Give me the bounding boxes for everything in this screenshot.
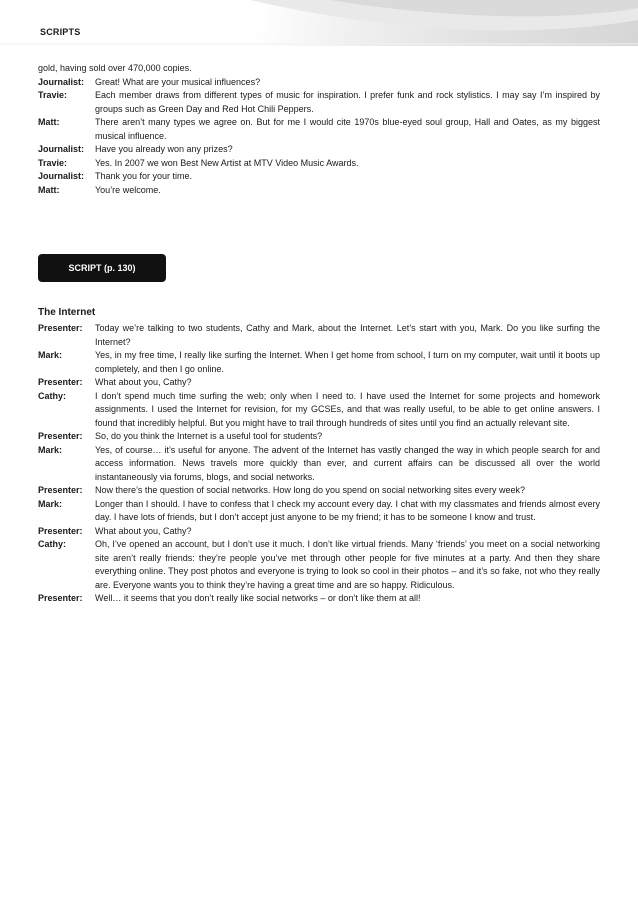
speaker-name: Journalist: [38, 144, 85, 154]
utterance-text: There aren’t many types we agree on. But for me I would cite 1970s blue-eyed soul group, Hall and Oates, as my biggest musical influence. [95, 117, 600, 141]
speaker-name: Mark: [38, 350, 63, 360]
dialogue-line [38, 538, 600, 592]
speaker-name: Travie: [38, 90, 68, 100]
dialogue-line [38, 525, 600, 539]
speaker-name: Matt: [38, 184, 60, 195]
utterance-text: Each member draws from different types of music for inspiration. I prefer funk and rock stylistics. I may say I’m inspired by groups such as Green Day and Red Hot Chili Peppers. [95, 90, 600, 114]
utterance-text: Thank you for your time. [95, 171, 193, 181]
utterance-text: Yes, of course… it’s useful for anyone. The advent of the Internet has vastly changed the way in which people search for and access information. News travels more quickly than ever, and current affairs can be discussed all over the world instantaneously via forums, blogs, and social networks. [95, 444, 600, 482]
header-swoosh-decoration [0, 0, 638, 46]
utterance-text: What about you, Cathy? [95, 525, 192, 536]
speaker-name: Presenter: [38, 431, 83, 441]
dialogue-line [38, 498, 600, 525]
utterance-text: Have you already won any prizes? [95, 144, 233, 154]
utterance-text: Yes, in my free time, I really like surfing the Internet. When I get home from school, I turn on my computer, wait until it boots up completely, and then I go online. [95, 350, 600, 374]
dialogue-line [38, 349, 600, 376]
speaker-name: Presenter: [38, 377, 83, 387]
script-page-button[interactable] [38, 254, 166, 282]
dialogue-line [38, 376, 600, 390]
dialogue-line [38, 143, 600, 157]
section-title: The Internet [38, 307, 96, 318]
dialogue-line [38, 184, 600, 198]
dialogue-internet [38, 322, 600, 606]
speaker-name: Mark: [38, 498, 63, 509]
speaker-name: Mark: [38, 444, 63, 455]
utterance-text: So, do you think the Internet is a useful tool for students? [95, 431, 323, 441]
speaker-name: Travie: [38, 157, 68, 168]
dialogue-line [38, 76, 600, 90]
speaker-name: Journalist: [38, 171, 85, 181]
utterance-text: Great! What are your musical influences? [95, 76, 261, 87]
utterance-text: I don’t spend much time surfing the web; only when I need to. I have used the Internet for some projects and homework assignments. I used the Internet for revision, for my GCSEs, and that was really useful, to be able to get online answers. I found that incredibly helpful. But you might have to trail through hundreds of sites until you find an actually relevant site. [95, 390, 600, 428]
dialogue-line [38, 157, 600, 171]
dialogue-line [38, 322, 600, 349]
speaker-name: Cathy: [38, 390, 67, 401]
speaker-name: Presenter: [38, 485, 83, 495]
utterance-text: Longer than I should. I have to confess that I check my account every day. I chat with my classmates and friends almost every day. I have lots of friends, but I don’t accept just anyone to be my friend; it has to be someone I know and trust. [95, 498, 600, 522]
dialogue-line [38, 484, 600, 498]
dialogue-continued [38, 62, 600, 197]
dialogue-lead-line [38, 62, 600, 76]
utterance-text: What about you, Cathy? [95, 377, 192, 387]
utterance-text: You’re welcome. [95, 184, 161, 195]
header-band [0, 0, 638, 46]
dialogue-line [38, 430, 600, 444]
dialogue-line [38, 390, 600, 431]
speaker-name: Matt: [38, 117, 60, 127]
utterance-text: Today we’re talking to two students, Cathy and Mark, about the Internet. Let’s start with you, Mark. Do you like surfing the Internet? [95, 323, 600, 347]
dialogue-line [38, 89, 600, 116]
dialogue-lead-text: gold, having sold over 470,000 copies. [38, 63, 192, 73]
dialogue-line [38, 592, 600, 606]
utterance-text: Well… it seems that you don’t really like social networks – or don’t like them at all! [95, 593, 421, 603]
dialogue-line [38, 116, 600, 143]
speaker-name: Presenter: [38, 593, 83, 603]
speaker-name: Presenter: [38, 323, 83, 333]
utterance-text: Now there’s the question of social networks. How long do you spend on social networking sites every week? [95, 485, 526, 495]
utterance-text: Oh, I’ve opened an account, but I don’t use it much. I don’t like virtual friends. Many ‘friends’ you meet on a social networking site aren’t really friends: they’re people you’ve met through other people for five minutes at a party. And then they share everything online. They post photos and everyone is trying to look so cool in their photos – and it’s so fake, not who they really are. Everyone wants you to think they’re having a great time and are so happy. Ridiculous. [95, 539, 600, 590]
dialogue-line [38, 444, 600, 485]
dialogue-line [38, 170, 600, 184]
utterance-text: Yes. In 2007 we won Best New Artist at MTV Video Music Awards. [95, 157, 359, 168]
speaker-name: Journalist: [38, 76, 85, 87]
speaker-name: Presenter: [38, 525, 83, 536]
speaker-name: Cathy: [38, 539, 67, 549]
script-page-button-label: SCRIPT (p. 130) [68, 263, 136, 273]
section-label: SCRIPTS [40, 27, 81, 37]
